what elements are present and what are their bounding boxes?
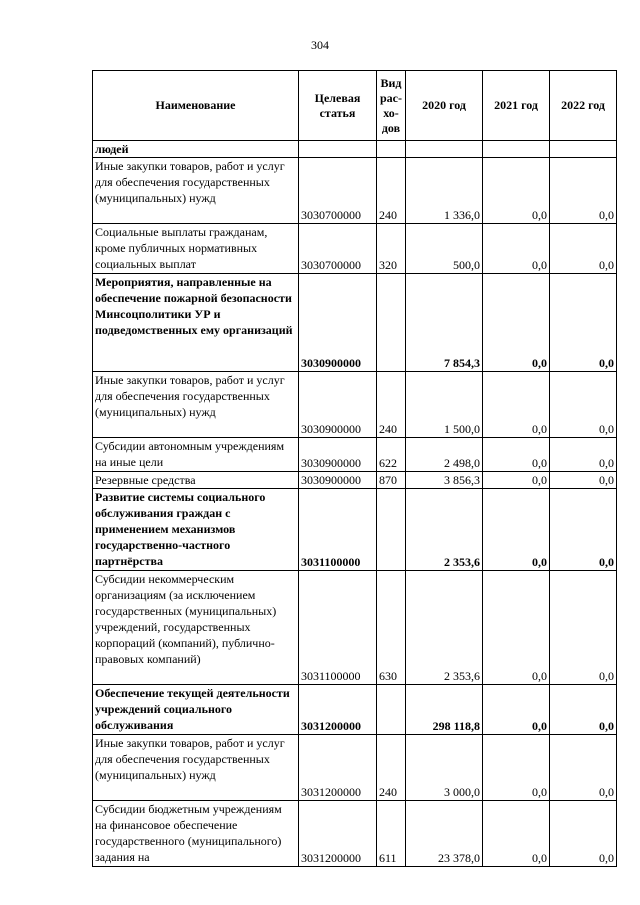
row-name: Развитие системы социального обслуживания граждан с применением механизмов государственно-частного партнёрства xyxy=(93,489,299,571)
row-value-2022: 0,0 xyxy=(550,158,617,224)
row-target-article: 3031200000 xyxy=(299,735,377,801)
row-name: Субсидии автономным учреждениям на иные цели xyxy=(93,438,299,472)
row-name: Иные закупки товаров, работ и услуг для обеспечения государственных (муниципальных) нужд xyxy=(93,735,299,801)
row-value-2021: 0,0 xyxy=(483,735,550,801)
table-row xyxy=(93,472,617,489)
row-expense-kind: 611 xyxy=(377,801,406,867)
row-value-2022: 0,0 xyxy=(550,274,617,372)
row-target-article: 3030900000 xyxy=(299,372,377,438)
header-2021: 2021 год xyxy=(483,71,550,141)
row-value-2022: 0,0 xyxy=(550,489,617,571)
header-2022: 2022 год xyxy=(550,71,617,141)
row-value-2020 xyxy=(406,141,483,158)
table-row xyxy=(93,801,617,867)
row-expense-kind: 240 xyxy=(377,158,406,224)
table-row xyxy=(93,274,617,372)
row-target-article: 3030900000 xyxy=(299,274,377,372)
row-value-2022: 0,0 xyxy=(550,224,617,274)
table-row xyxy=(93,141,617,158)
table-header-row xyxy=(93,71,617,141)
row-value-2021: 0,0 xyxy=(483,571,550,685)
row-target-article: 3030900000 xyxy=(299,438,377,472)
row-expense-kind: 320 xyxy=(377,224,406,274)
row-target-article xyxy=(299,141,377,158)
row-value-2022: 0,0 xyxy=(550,472,617,489)
table-body xyxy=(93,141,617,867)
table-row xyxy=(93,372,617,438)
row-value-2020: 23 378,0 xyxy=(406,801,483,867)
row-expense-kind xyxy=(377,274,406,372)
table-row xyxy=(93,158,617,224)
header-2020: 2020 год xyxy=(406,71,483,141)
budget-table xyxy=(92,70,617,867)
row-value-2020: 3 000,0 xyxy=(406,735,483,801)
row-name: Иные закупки товаров, работ и услуг для обеспечения государственных (муниципальных) нужд xyxy=(93,372,299,438)
row-value-2021: 0,0 xyxy=(483,489,550,571)
row-value-2021: 0,0 xyxy=(483,801,550,867)
row-value-2022: 0,0 xyxy=(550,685,617,735)
row-value-2020: 1 500,0 xyxy=(406,372,483,438)
row-value-2021: 0,0 xyxy=(483,224,550,274)
table-row xyxy=(93,224,617,274)
row-value-2021: 0,0 xyxy=(483,274,550,372)
table-row xyxy=(93,438,617,472)
row-value-2022: 0,0 xyxy=(550,438,617,472)
row-name: Мероприятия, направленные на обеспечение пожарной безопасности Минсоцполитики УР и подведомственных ему организаций xyxy=(93,274,299,372)
row-value-2022: 0,0 xyxy=(550,372,617,438)
row-expense-kind: 870 xyxy=(377,472,406,489)
row-value-2020: 298 118,8 xyxy=(406,685,483,735)
row-value-2021: 0,0 xyxy=(483,472,550,489)
row-target-article: 3030900000 xyxy=(299,472,377,489)
row-name: Резервные средства xyxy=(93,472,299,489)
row-value-2020: 1 336,0 xyxy=(406,158,483,224)
row-expense-kind xyxy=(377,685,406,735)
row-value-2020: 500,0 xyxy=(406,224,483,274)
row-target-article: 3031100000 xyxy=(299,571,377,685)
row-name: Иные закупки товаров, работ и услуг для обеспечения государственных (муниципальных) нужд xyxy=(93,158,299,224)
row-value-2020: 7 854,3 xyxy=(406,274,483,372)
row-name: Субсидии бюджетным учреждениям на финансовое обеспечение государственного (муниципального) задания на xyxy=(93,801,299,867)
row-value-2021 xyxy=(483,141,550,158)
row-target-article: 3030700000 xyxy=(299,224,377,274)
row-value-2020: 3 856,3 xyxy=(406,472,483,489)
table-row xyxy=(93,685,617,735)
row-value-2021: 0,0 xyxy=(483,685,550,735)
row-value-2021: 0,0 xyxy=(483,372,550,438)
row-expense-kind: 622 xyxy=(377,438,406,472)
row-target-article: 3030700000 xyxy=(299,158,377,224)
row-value-2021: 0,0 xyxy=(483,438,550,472)
header-expense-kind: Вид рас-хо-дов xyxy=(377,71,406,141)
page-number: 304 xyxy=(311,38,329,52)
table-row xyxy=(93,571,617,685)
row-expense-kind: 240 xyxy=(377,735,406,801)
header-name: Наименование xyxy=(93,71,299,141)
row-value-2020: 2 353,6 xyxy=(406,571,483,685)
row-expense-kind: 630 xyxy=(377,571,406,685)
header-target-article: Целевая статья xyxy=(299,71,377,141)
row-name: людей xyxy=(93,141,299,158)
row-value-2022: 0,0 xyxy=(550,801,617,867)
row-value-2022 xyxy=(550,141,617,158)
row-value-2022: 0,0 xyxy=(550,571,617,685)
row-expense-kind xyxy=(377,489,406,571)
table-row xyxy=(93,489,617,571)
row-value-2021: 0,0 xyxy=(483,158,550,224)
row-value-2020: 2 353,6 xyxy=(406,489,483,571)
row-target-article: 3031200000 xyxy=(299,801,377,867)
row-value-2022: 0,0 xyxy=(550,735,617,801)
row-name: Обеспечение текущей деятельности учреждений социального обслуживания xyxy=(93,685,299,735)
row-value-2020: 2 498,0 xyxy=(406,438,483,472)
table-row xyxy=(93,735,617,801)
row-target-article: 3031100000 xyxy=(299,489,377,571)
row-target-article: 3031200000 xyxy=(299,685,377,735)
row-expense-kind xyxy=(377,141,406,158)
row-name: Субсидии некоммерческим организациям (за исключением государственных (муниципальных) учреждений, государственных корпораций (компаний), публично-правовых компаний) xyxy=(93,571,299,685)
row-expense-kind: 240 xyxy=(377,372,406,438)
row-name: Социальные выплаты гражданам, кроме публичных нормативных социальных выплат xyxy=(93,224,299,274)
